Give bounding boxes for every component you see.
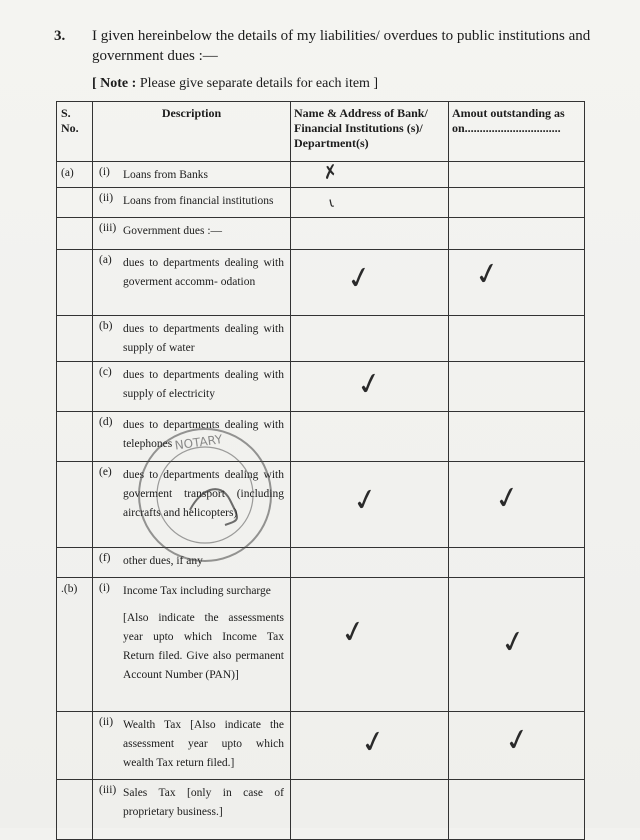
row-mark: (iii): [99, 222, 117, 234]
row-mark: (f): [99, 552, 111, 564]
row-description: [93, 250, 291, 316]
amount-cell: [449, 548, 585, 578]
amount-cell: [449, 412, 585, 462]
table-row: [57, 712, 585, 780]
row-text: Government dues :—: [123, 225, 223, 237]
row-description: [93, 362, 291, 412]
row-text: dues to departments dealing with telephones: [123, 419, 284, 450]
table-row: [57, 188, 585, 218]
tick-mark-icon: ✓: [357, 722, 390, 763]
table-row: [57, 316, 585, 362]
bank-cell: [291, 412, 449, 462]
row-description: [93, 162, 291, 188]
amount-cell: [449, 712, 585, 780]
tick-mark-icon: ɩ: [327, 194, 336, 212]
bank-cell: [291, 250, 449, 316]
item-number: 3.: [54, 28, 66, 44]
row-sno: .(b): [57, 578, 93, 712]
amount-cell: [449, 578, 585, 712]
row-description: [93, 218, 291, 250]
row-description: [93, 780, 291, 840]
amount-cell: [449, 218, 585, 250]
row-mark: (i): [99, 166, 110, 178]
table-header-row: [57, 102, 585, 162]
row-sno: [57, 316, 93, 362]
row-description: [93, 462, 291, 548]
item-text: I given hereinbelow the details of my liabilities/ overdues to public institutions and government dues :—: [92, 28, 591, 64]
row-sno: [57, 362, 93, 412]
stamp-text: NOTARY: [173, 432, 224, 453]
note-line: [92, 76, 378, 92]
table-row: [57, 780, 585, 840]
amount-cell: [449, 250, 585, 316]
row-sno: [57, 780, 93, 840]
row-mark: (c): [99, 366, 112, 378]
row-sno: [57, 548, 93, 578]
row-mark: (e): [99, 466, 112, 478]
row-description: [93, 578, 291, 712]
row-sno: [57, 412, 93, 462]
header-amount: Amout outstanding as on................................: [449, 102, 585, 162]
bank-cell: [291, 578, 449, 712]
note-label: [ Note :: [92, 76, 137, 91]
table-row: [57, 412, 585, 462]
row-mark: (d): [99, 416, 113, 428]
row-sno: (a): [57, 162, 93, 188]
bank-cell: [291, 188, 449, 218]
amount-cell: [449, 162, 585, 188]
amount-cell: [449, 462, 585, 548]
row-text: Sales Tax [only in case of proprietary business.]: [123, 787, 284, 818]
row-mark: (a): [99, 254, 112, 266]
row-description: [93, 548, 291, 578]
amount-cell: [449, 188, 585, 218]
row-mark: (iii): [99, 784, 117, 796]
row-description: [93, 316, 291, 362]
tick-mark-icon: ✓: [471, 254, 504, 295]
table-row: [57, 462, 585, 548]
row-text: Loans from Banks: [123, 169, 208, 181]
row-description: [93, 412, 291, 462]
tick-mark-icon: ✓: [337, 612, 370, 653]
cross-mark-icon: ✗: [320, 160, 341, 185]
bank-cell: [291, 316, 449, 362]
row-description: [93, 188, 291, 218]
row-text-note: [Also indicate the assessments year upto which Income Tax Return filed. Give also permanent Account Number (PAN)]: [123, 612, 284, 681]
table-row: [57, 162, 585, 188]
bank-cell: [291, 218, 449, 250]
tick-mark-icon: ✓: [501, 720, 534, 761]
table-row: [57, 578, 585, 712]
table-row: [57, 250, 585, 316]
row-sno: [57, 218, 93, 250]
row-mark: (b): [99, 320, 113, 332]
row-text: Income Tax including surcharge: [123, 585, 271, 597]
row-text: dues to departments dealing with goverment accomm- odation: [123, 257, 284, 288]
tick-mark-icon: ✓: [343, 258, 376, 299]
table-row: [57, 548, 585, 578]
row-sno: [57, 188, 93, 218]
liabilities-table: [56, 101, 585, 840]
bank-cell: [291, 162, 449, 188]
bank-cell: [291, 462, 449, 548]
row-text: dues to departments dealing with supply of electricity: [123, 369, 284, 400]
row-description: [93, 712, 291, 780]
row-text: dues to departments dealing with supply of water: [123, 323, 284, 354]
table-row: [57, 362, 585, 412]
bank-cell: [291, 362, 449, 412]
row-text: dues to departments dealing with goverment transport (including aircrafts and helicopters): [123, 469, 284, 519]
amount-cell: [449, 362, 585, 412]
bank-cell: [291, 548, 449, 578]
tick-mark-icon: ✓: [497, 622, 530, 663]
row-mark: (i): [99, 582, 110, 594]
bank-cell: [291, 712, 449, 780]
table-row: [57, 218, 585, 250]
bank-cell: [291, 780, 449, 840]
tick-mark-icon: ✓: [349, 480, 382, 521]
row-text: other dues, if any: [123, 555, 203, 567]
amount-cell: [449, 316, 585, 362]
header-bank: Name & Address of Bank/ Financial Institutions (s)/ Department(s): [291, 102, 449, 162]
row-sno: [57, 712, 93, 780]
header-description: Description: [93, 102, 291, 162]
amount-cell: [449, 780, 585, 840]
row-mark: (ii): [99, 192, 114, 204]
row-sno: [57, 462, 93, 548]
row-mark: (ii): [99, 716, 114, 728]
header-sno: S. No.: [57, 102, 93, 162]
row-text: Loans from financial institutions: [123, 195, 274, 207]
note-text: Please give separate details for each item ]: [139, 76, 379, 91]
row-sno: [57, 250, 93, 316]
tick-mark-icon: ✓: [353, 364, 386, 405]
tick-mark-icon: ✓: [491, 478, 524, 519]
row-text: Wealth Tax [Also indicate the assessment year upto which wealth Tax return filed.]: [123, 719, 284, 769]
